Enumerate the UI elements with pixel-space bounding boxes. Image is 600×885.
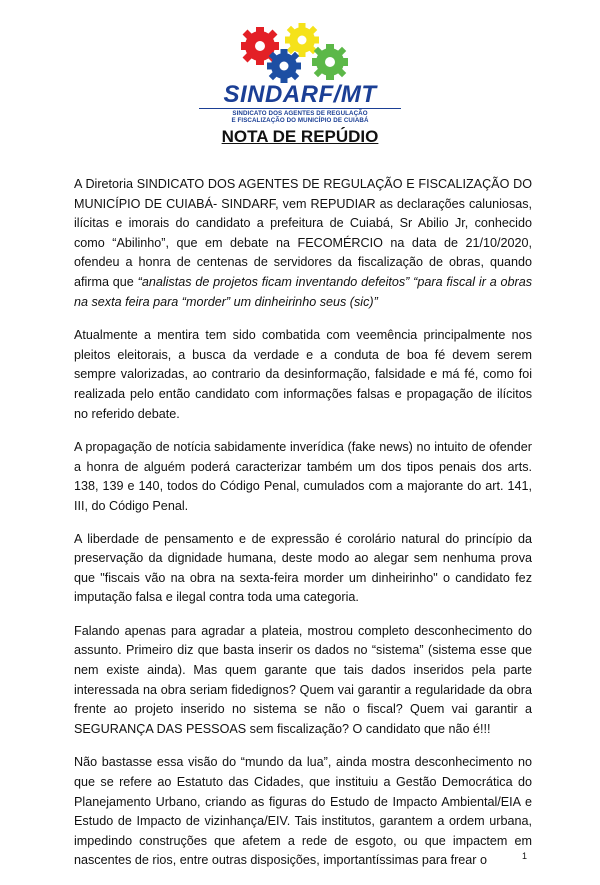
paragraph-2: Atualmente a mentira tem sido combatida com veemência principalmente nos pleitos eleitorais, a busca da verdade e a conduta de boa fé devem serem sempre valorizadas, ao contrario da desinformação, falsidade e má fé, como foi realizada pelo então candidato com informações falsas e propagação de ilícitos no referido debate. xyxy=(74,328,532,421)
logo-name: SINDARF/MT xyxy=(223,81,377,108)
logo-subtitle-line2: E FISCALIZAÇÃO DO MUNICÍPIO DE CUIABÁ xyxy=(231,117,369,124)
logo-divider xyxy=(199,108,401,109)
paragraph-1 xyxy=(74,175,532,312)
gears-logo-icon xyxy=(230,22,365,86)
page-number: 1 xyxy=(522,851,528,861)
document-body xyxy=(74,175,532,885)
paragraph-3: A propagação de notícia sabidamente inverídica (fake news) no intuito de ofender a honra de alguém poderá caracterizar também um dos tipos penais dos arts. 138, 139 e 140, todos do Código Penal, cumulados com a majorante do art. 141, III, do Código Penal. xyxy=(74,440,532,513)
paragraph-6: Não bastasse essa visão do “mundo da lua”, ainda mostra desconhecimento no que se refere ao Estatuto das Cidades, que instituiu a Gestão Democrática do Planejamento Urbano, criando as figuras do Estudo de Impacto Ambiental/EIA e Estudo de Impacto de vizinhança/EIV. Tais institutos, garantem a ordem urbana, impedindo construções que afetem a rede de esgoto, ou que impactem em nascentes de rios, entre outras disposições, importantíssimas para frear o xyxy=(74,755,532,868)
logo-subtitle-line1: SINDICATO DOS AGENTES DE REGULAÇÃO xyxy=(232,110,368,117)
document-title: NOTA DE REPÚDIO xyxy=(221,127,379,146)
green-gear-icon xyxy=(312,44,348,80)
paragraph-4: A liberdade de pensamento e de expressão é corolário natural do princípio da preservação da dignidade humana, deste modo ao alegar sem nenhuma prova que "fiscais vão na obra na sexta-feira morder um dinheirinho" o candidato fez imputação falsa e ilegal contra toda uma categoria. xyxy=(74,531,532,605)
paragraph-1-quote: “analistas de projetos ficam inventando defeitos” “para fiscal ir a obras na sexta feira para “morder” um dinheirinho seus (sic)” xyxy=(74,274,533,309)
sindarf-logo xyxy=(195,22,405,122)
paragraph-5: Falando apenas para agradar a plateia, mostrou completo desconhecimento do assunto. Primeiro diz que basta inserir os dados no “sistema” (sistema esse que nem existe ainda). Mas quem garante que tais dados inseridos pela parte interessada na obra seriam fidedignos? Quem vai garantir a regularidade da obra frente ao projeto inserido no sistema se não o fiscal? Quem vai garantir a SEGURANÇA DAS PESSOAS sem fiscalização? O candidato que não é!!! xyxy=(74,623,532,736)
paragraph-1-text: A Diretoria SINDICATO DOS AGENTES DE REGULAÇÃO E FISCALIZAÇÃO DO MUNICÍPIO DE CUIABÁ- SINDARF, vem REPUDIAR as declarações caluniosas, ilícitas e imorais do candidato a prefeitura de Cuiabá, Sr Abilio Jr, conhecido como “Abilinho”, que em debate na FECOMÉRCIO na data de 21/10/2020, ofendeu a honra de centenas de servidores da fiscalização de obras, quando afirma que xyxy=(74,177,532,289)
blue-gear-icon xyxy=(267,49,301,83)
yellow-gear-icon xyxy=(285,23,319,57)
